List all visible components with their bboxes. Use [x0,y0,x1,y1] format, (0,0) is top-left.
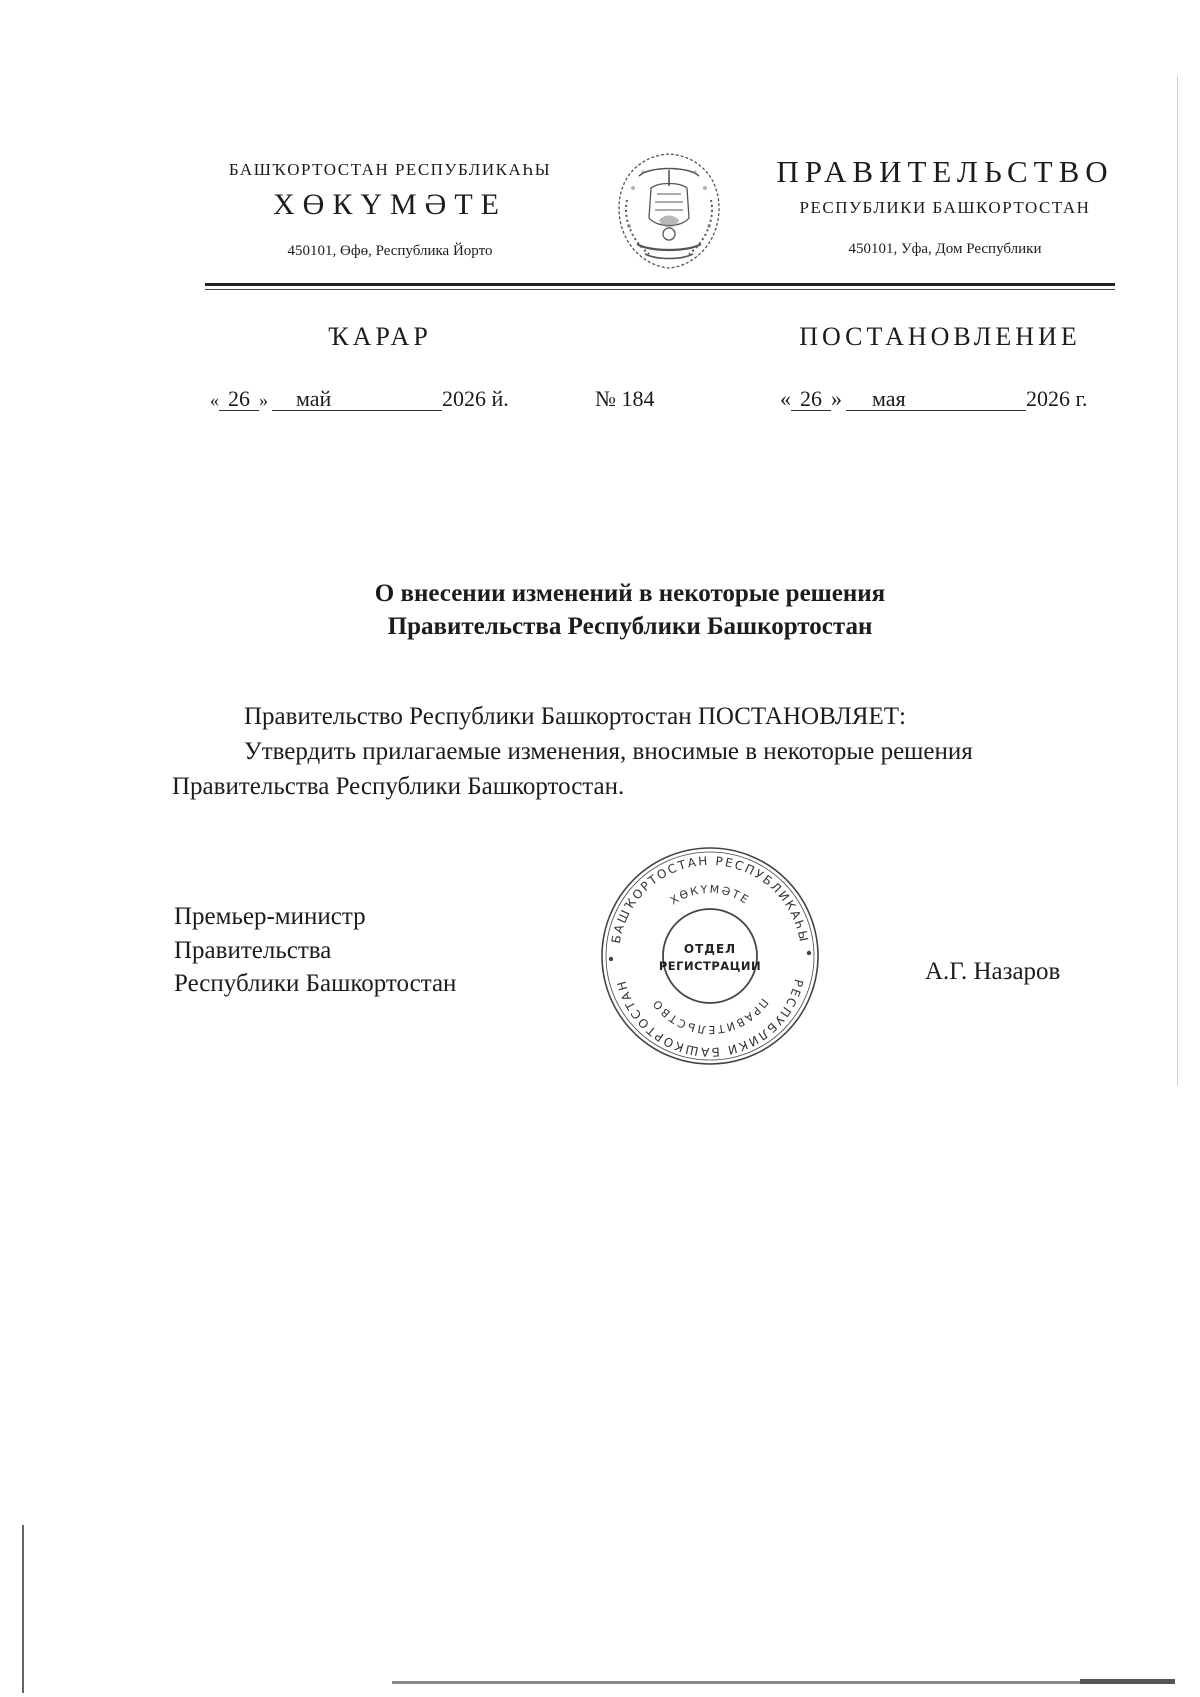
svg-text:ХӨКҮМӘТЕ [668,883,752,908]
letterhead-divider [205,283,1115,286]
letterhead-russian-address: 450101, Уфа, Дом Республики [848,241,1042,257]
date-day: 26 [791,388,831,411]
date-close-quote: » [259,390,268,410]
document-title [200,577,1060,643]
svg-text:БАШҠОРТОСТАН РЕСПУБЛИКАҺЫ [609,854,811,945]
stamp-outer-top-text: БАШҠОРТОСТАН РЕСПУБЛИКАҺЫ [608,853,812,945]
stamp-center-line2: РЕГИСТРАЦИИ [658,959,762,973]
date-month: мая [846,388,1026,411]
scan-edge-line [392,1681,1175,1684]
letterhead-bashkir-government: ХӨКҮМӘТЕ [273,188,507,221]
document-title-line: Правительства Республики Башкортостан [387,613,873,640]
date-close-quote: » [831,386,842,411]
date-open-quote: « [780,386,791,411]
signatory-position: Премьер-министр [174,903,366,930]
letterhead-bashkir-address: 450101, Өфө, Республика Йорто [287,243,493,259]
stamp-inner-top-text: ХӨКҮМӘТЕ [667,882,753,908]
date-open-quote: « [210,390,219,410]
coat-of-arms-icon [609,148,729,274]
date-russian [780,386,1088,412]
body-paragraph: Правительства Республики Башкортостан. [172,773,625,800]
round-seal-stamp-icon [597,843,823,1069]
date-year: 2026 й. [442,386,509,411]
decision-type-bashkir: ҠАРАР [328,322,432,351]
stamp-bottom-text: РЕСПУБЛИКИ БАШКОРТОСТАН [613,977,806,1060]
document-title-line: О внесении изменений в некоторые решения [374,580,886,607]
date-day: 26 [219,388,259,411]
date-bashkir [210,386,509,412]
scan-edge-line [1080,1679,1175,1684]
scan-edge-line [22,1525,24,1693]
signatory-name: А.Г. Назаров [925,958,1061,985]
signatory-position: Правительства [174,937,332,964]
stamp-bottom-inner-text: ПРАВИТЕЛЬСТВО [649,995,771,1037]
date-month: май [272,388,442,411]
document-number: № 184 [595,386,655,411]
body-paragraph: Утвердить прилагаемые изменения, вносимые в некоторые решения [244,738,973,765]
body-paragraph: Правительство Республики Башкортостан ПОСТАНОВЛЯЕТ: [244,703,906,730]
svg-text:ПРАВИТЕЛЬСТВО [649,996,770,1036]
letterhead-russian-government: ПРАВИТЕЛЬСТВО [776,154,1114,189]
svg-text:РЕСПУБЛИКИ БАШКОРТОСТАН [614,978,806,1059]
scan-edge-line [1177,76,1178,1086]
letterhead-divider-thin [205,289,1115,290]
date-year: 2026 г. [1026,386,1088,411]
signatory-position: Республики Башкортостан [174,970,457,997]
decision-type-russian: ПОСТАНОВЛЕНИЕ [799,322,1081,351]
letterhead-russian-republic: РЕСПУБЛИКИ БАШКОРТОСТАН [799,198,1091,217]
letterhead-bashkir-republic: БАШҠОРТОСТАН РЕСПУБЛИКАҺЫ [228,160,552,179]
stamp-center-line1: ОТДЕЛ [683,942,737,956]
